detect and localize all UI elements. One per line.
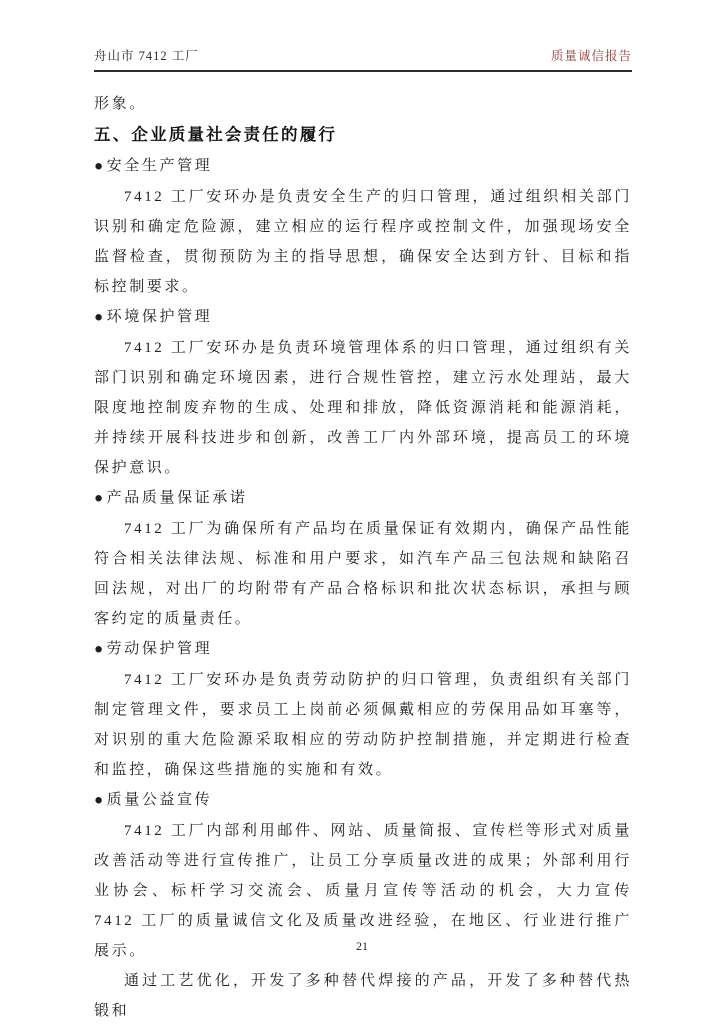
section-paragraph: 7412 工厂安环办是负责安全生产的归口管理，通过组织相关部门识别和确定危险源，建立相应的运行程序或控制文件，加强现场安全监督检查，贯彻预防为主的指导思想，确保安全达到方针、目标和指标控制要求。 — [94, 189, 632, 295]
bullet-icon: ● — [94, 490, 106, 507]
page-header — [94, 46, 632, 72]
section-title-line — [94, 302, 632, 333]
page-footer — [0, 939, 724, 954]
section-paragraph: 7412 工厂安环办是负责劳动防护的归口管理，负责组织有关部门制定管理文件，要求员工上岗前必须佩戴相应的劳保用品如耳塞等，对识别的重大危险源采取相应的劳动防护控制措施，并定期进行检查和监控，确保这些措施的实施和有效。 — [94, 672, 632, 778]
bullet-icon: ● — [94, 158, 106, 175]
section-title: 安全生产管理 — [106, 158, 213, 174]
section-title-line — [94, 151, 632, 182]
section-title-line — [94, 483, 632, 514]
section-safety-production — [94, 151, 632, 302]
section-title: 质量公益宣传 — [106, 792, 213, 808]
lead-paragraph: 形象。 — [94, 96, 147, 112]
bullet-icon: ● — [94, 309, 106, 326]
header-left-title: 舟山市 7412 工厂 — [94, 49, 199, 63]
bullet-icon: ● — [94, 641, 106, 658]
section-labor-protection — [94, 634, 632, 785]
section-quality-public-promotion — [94, 785, 632, 1024]
section-environment-protection — [94, 302, 632, 483]
section-paragraph: 通过工艺优化，开发了多种替代焊接的产品，开发了多种替代热锻和 — [94, 973, 632, 1019]
section-product-quality-commitment — [94, 483, 632, 634]
section-title: 产品质量保证承诺 — [106, 490, 248, 506]
section-paragraph: 7412 工厂为确保所有产品均在质量保证有效期内，确保产品性能符合相关法律法规、标准和用户要求，如汽车产品三包法规和缺陷召回法规，对出厂的均附带有产品合格标识和批次状态标识，承担与顾客约定的质量责任。 — [94, 521, 632, 627]
section-paragraph: 7412 工厂内部利用邮件、网站、质量简报、宣传栏等形式对质量改善活动等进行宣传推广，让员工分享质量改进的成果；外部利用行业协会、标杆学习交流会、质量月宣传等活动的机会，大力宣传 7412 工厂的质量诚信文化及质量改进经验，在地区、行业进行推广展示。 — [94, 823, 632, 959]
section-title: 劳动保护管理 — [106, 641, 213, 657]
section-title: 环境保护管理 — [106, 309, 213, 325]
header-right-title: 质量诚信报告 — [550, 49, 632, 63]
section-title-line — [94, 634, 632, 665]
section-paragraph: 7412 工厂安环办是负责环境管理体系的归口管理，通过组织有关部门识别和确定环境因素，进行合规性管控，建立污水处理站，最大限度地控制废弃物的生成、处理和排放，降低资源消耗和能源消耗，并持续开展科技进步和创新，改善工厂内外部环境，提高员工的环境保护意识。 — [94, 340, 632, 476]
document-body — [94, 89, 632, 1024]
section-title-line — [94, 785, 632, 816]
page-number: 21 — [356, 939, 368, 953]
bullet-icon: ● — [94, 792, 106, 809]
section-heading: 五、企业质量社会责任的履行 — [94, 125, 338, 144]
